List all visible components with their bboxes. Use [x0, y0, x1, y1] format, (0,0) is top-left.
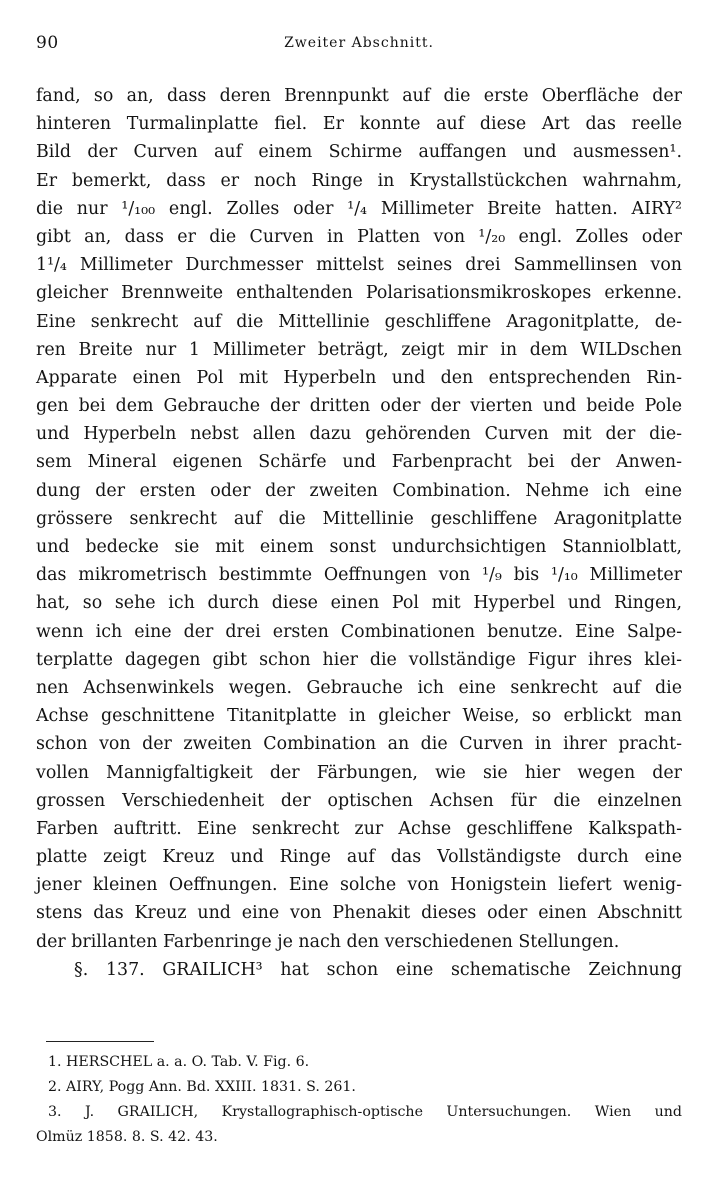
- footnote-3-continuation: Olmüz 1858. 8. S. 42. 43.: [36, 1129, 218, 1145]
- text-line: wenn ich eine der drei ersten Combinationen benutze. Eine Salpe-: [36, 621, 682, 642]
- text-line: gibt an, dass er die Curven in Platten von ¹/₂₀ engl. Zolles oder: [36, 226, 682, 247]
- text-line: fand, so an, dass deren Brennpunkt auf die erste Oberfläche der: [36, 86, 682, 106]
- page-header: [36, 33, 682, 57]
- text-line: jener kleinen Oeffnungen. Eine solche von Honigstein liefert wenig-: [36, 875, 682, 896]
- text-line: Farben auftritt. Eine senkrecht zur Achse geschliffene Kalkspath-: [36, 818, 682, 839]
- text-line: grössere senkrecht auf die Mittellinie geschliffene Aragonitplatte: [36, 508, 682, 529]
- text-line: das mikrometrisch bestimmte Oeffnungen von ¹/₉ bis ¹/₁₀ Millimeter: [36, 565, 682, 586]
- running-title: Zweiter Abschnitt.: [284, 35, 434, 51]
- body-text: [36, 82, 682, 984]
- text-line: Achse geschnittene Titanitplatte in gleicher Weise, so erblickt man: [36, 706, 682, 727]
- text-line: gleicher Brennweite enthaltenden Polarisationsmikroskopes erkenne.: [36, 283, 682, 304]
- section-heading-line: §. 137. GRAILICH³ hat schon eine schematische Zeichnung: [74, 959, 682, 980]
- page-number: 90: [36, 33, 59, 53]
- text-line: die nur ¹/₁₀₀ engl. Zolles oder ¹/₄ Millimeter Breite hatten. AIRY²: [36, 198, 682, 219]
- footnote-2: 2. AIRY, Pogg Ann. Bd. XXIII. 1831. S. 261.: [48, 1079, 356, 1095]
- text-line: hinteren Turmalinplatte fiel. Er konnte auf diese Art das reelle: [36, 114, 682, 135]
- text-line: und Hyperbeln nebst allen dazu gehörenden Curven mit der die-: [36, 424, 682, 445]
- text-line: Bild der Curven auf einem Schirme auffangen und ausmessen¹.: [36, 142, 682, 163]
- text-line: ren Breite nur 1 Millimeter beträgt, zeigt mir in dem WILDschen: [36, 339, 682, 360]
- text-line: dung der ersten oder der zweiten Combination. Nehme ich eine: [36, 480, 682, 501]
- footnote-1: 1. HERSCHEL a. a. O. Tab. V. Fig. 6.: [48, 1054, 310, 1070]
- footnote-rule: [46, 1041, 154, 1042]
- text-line: 1¹/₄ Millimeter Durchmesser mittelst seines drei Sammellinsen von: [36, 255, 682, 276]
- text-line: vollen Mannigfaltigkeit der Färbungen, wie sie hier wegen der: [36, 762, 682, 783]
- text-line: Er bemerkt, dass er noch Ringe in Krystallstückchen wahrnahm,: [36, 170, 682, 191]
- text-line: hat, so sehe ich durch diese einen Pol mit Hyperbel und Ringen,: [36, 593, 682, 614]
- footnotes: [36, 1050, 682, 1150]
- text-line: nen Achsenwinkels wegen. Gebrauche ich eine senkrecht auf die: [36, 677, 682, 698]
- footnote-3: 3. J. GRAILICH, Krystallographisch-optische Untersuchungen. Wien und: [48, 1104, 682, 1120]
- text-line: der brillanten Farbenringe je nach den verschiedenen Stellungen.: [36, 931, 620, 952]
- text-line: und bedecke sie mit einem sonst undurchsichtigen Stanniolblatt,: [36, 537, 682, 557]
- text-line: Apparate einen Pol mit Hyperbeln und den entsprechenden Rin-: [36, 367, 682, 388]
- text-line: schon von der zweiten Combination an die Curven in ihrer pracht-: [36, 734, 682, 755]
- text-line: terplatte dagegen gibt schon hier die vollständige Figur ihres klei-: [36, 649, 682, 670]
- text-line: stens das Kreuz und eine von Phenakit dieses oder einen Abschnitt: [36, 903, 682, 924]
- text-line: grossen Verschiedenheit der optischen Achsen für die einzelnen: [36, 790, 682, 811]
- text-line: platte zeigt Kreuz und Ringe auf das Vollständigste durch eine: [36, 847, 682, 868]
- text-line: sem Mineral eigenen Schärfe und Farbenpracht bei der Anwen-: [36, 452, 682, 473]
- text-line: Eine senkrecht auf die Mittellinie geschliffene Aragonitplatte, de-: [36, 311, 682, 332]
- text-line: gen bei dem Gebrauche der dritten oder der vierten und beide Pole: [36, 396, 682, 417]
